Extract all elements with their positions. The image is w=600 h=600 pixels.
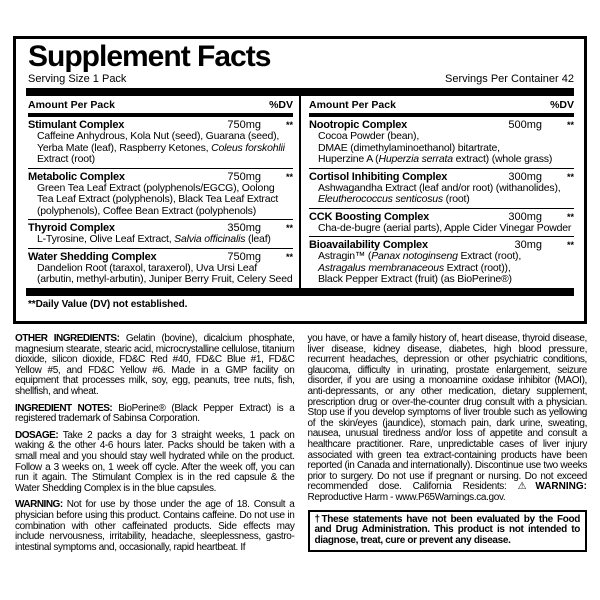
- complex-name: CCK Boosting Complex: [309, 210, 430, 223]
- ingredient-line: [28, 131, 293, 166]
- column-header: [28, 96, 293, 117]
- complex-dv-mark: **: [566, 211, 574, 222]
- serving-size: Serving Size 1 Pack: [28, 73, 127, 85]
- complex-dv-mark: **: [566, 120, 574, 130]
- servings-per-container: Servings Per Container 42: [444, 73, 574, 85]
- ingredient-text: Cha-de-bugre (aerial parts), Apple Cider Vinegar Powder: [318, 221, 572, 234]
- panel-title: Supplement Facts: [28, 40, 271, 73]
- complex-amount: 300mg: [508, 210, 542, 223]
- complex-amount: 500mg: [508, 119, 542, 131]
- warning-continuation-text: you have, or have a family history of, heart disease, thyroid disease, liver disease, kidney disease, diabetes, high blood pressure, recurrent headaches, depression or other psychiatric conditions, glaucoma, difficulty in urinating, prostate enlargement, seizure disorder, if you are using a monoamine oxidase inhibitor (MAOI), anti-depressants, or any other medication, dietary supplement, prescription drug or over-the-counter drug consult with a physician. Stop use if you develop symptoms of liver trouble such as yellowing of the skin/eyes (jaundice), stomach pain, dark urine, sweating, nausea, unusual tiredness and/or loss of appetite and consult a healthcare practitioner. Rare, unpredictable cases of liver injury associated with green tea extract-containing products have been reported (in Canada and internationally). Discontinue use two weeks prior to surgery. Do not use if pregnant or nursing. Do not exceed recommended dose. California Residents:: [307, 333, 587, 493]
- dv-header: %DV: [269, 99, 293, 111]
- complex-section: [309, 168, 574, 208]
- panel-columns: [16, 96, 584, 288]
- info-paragraph-text: BioPerine® (Black Pepper Extract) is a registered trademark of Sabinsa Corporation.: [15, 402, 295, 425]
- panel-column-right: [301, 96, 584, 288]
- ingredient-text: Extract (root)),: [443, 261, 511, 274]
- amount-per-pack-header: Amount Per Pack: [309, 99, 396, 111]
- ingredient-text: Cocoa Powder (bean),: [318, 130, 420, 142]
- complex-name: Bioavailability Complex: [309, 239, 428, 251]
- california-warning-label: WARNING:: [535, 481, 587, 493]
- fda-disclaimer-text: †These statements have not been evaluated by the Food and Drug Administration. This product is not intended to diagnose, treat, cure or prevent any disease.: [314, 513, 580, 547]
- info-column-right: [308, 334, 588, 559]
- ingredient-text: Dandelion Root (taraxol, taraxerol), Uva Ursi Leaf (arbutin, methyl-arbutin), Juniper Berry Fruit, Celery Seed: [37, 261, 293, 285]
- complex-dv-mark: **: [285, 171, 293, 182]
- complex-section: [28, 219, 293, 248]
- serving-row: [28, 72, 574, 86]
- complex-dv-mark: **: [285, 223, 293, 233]
- ingredient-text: (root): [442, 193, 470, 205]
- ingredient-line: [28, 183, 293, 218]
- complex-section: [309, 117, 574, 168]
- info-column-left: [15, 334, 295, 559]
- info-paragraph-label: INGREDIENT NOTES:: [15, 402, 113, 414]
- complex-name: Cortisol Inhibiting Complex: [309, 170, 448, 183]
- ingredient-line: [28, 263, 293, 286]
- ingredient-text: (leaf): [245, 233, 271, 245]
- ingredient-text: extract) (whole grass): [452, 153, 553, 165]
- ingredient-line: [28, 234, 293, 246]
- ingredient-line: [309, 194, 574, 206]
- dv-footnote: **Daily Value (DV) not established.: [28, 298, 188, 310]
- panel-column-left: [16, 96, 299, 288]
- ingredient-text: DMAE (dimethylaminoethanol) bitartrate,: [318, 141, 500, 154]
- botanical-name: Coleus forskohlii: [211, 141, 285, 154]
- ingredient-line: [309, 274, 574, 286]
- ingredient-line: [309, 223, 574, 235]
- info-paragraph-text: Take 2 packs a day for 3 straight weeks, 1 pack on waking & the other 4-6 hours later. Packs should be taken with a small meal and you should stay well hydrated while on the product. Follow a 3 weeks on, 1 week off cycle. After the week off, you can run it again. The Stimulant Complex is in the red capsule & the Water Shedding Complex is in the blue capsules.: [15, 429, 295, 494]
- complex-amount: 300mg: [508, 170, 542, 183]
- complex-section: [309, 208, 574, 237]
- complex-dv-mark: **: [566, 171, 574, 182]
- ingredient-text: Ashwagandha Extract (leaf and/or root) (withanolides),: [318, 181, 561, 194]
- ingredient-text: Extract (root),: [457, 250, 522, 262]
- ingredient-text: Extract (root): [37, 153, 95, 165]
- ingredient-line: [309, 154, 574, 166]
- complex-section: [28, 168, 293, 220]
- info-paragraph: [15, 431, 295, 495]
- ingredient-text: Caffeine Anhydrous, Kola Nut (seed), Guarana (seed), Yerba Mate (leaf), Raspberry Ketones,: [37, 130, 280, 154]
- botanical-name: Salvia officinalis: [174, 233, 246, 245]
- info-paragraph-text: Not for use by those under the age of 18. Consult a physician before using this product. Contains caffeine. Do not use in combination with other caffeinated products. Side effects may include nervousness, irritability, headache, sleeplessness, gastro-intestinal symptoms and, occasionally, rapid heartbeat. If: [15, 499, 295, 553]
- complex-amount: 750mg: [227, 119, 261, 131]
- info-text-area: [15, 334, 587, 559]
- complex-amount: 350mg: [227, 222, 261, 234]
- complex-name: Metabolic Complex: [28, 170, 125, 183]
- complex-amount: 750mg: [227, 250, 261, 263]
- complex-dv-mark: **: [285, 120, 293, 130]
- supplement-facts-panel: [13, 36, 587, 324]
- ingredient-text: Huperzine A (: [318, 153, 379, 165]
- complex-name: Water Shedding Complex: [28, 250, 157, 263]
- sections-right: [309, 117, 574, 288]
- ingredient-text: Black Pepper Extract (fruit) (as BioPerine®): [318, 273, 512, 285]
- complex-section: [28, 248, 293, 288]
- fda-disclaimer-box: [308, 510, 588, 552]
- info-paragraph-label: DOSAGE:: [15, 429, 59, 441]
- info-paragraph: [15, 334, 295, 398]
- complex-amount: 30mg: [514, 239, 542, 251]
- thick-rule-top: [26, 88, 574, 96]
- warning-continuation: [308, 334, 588, 504]
- complex-amount: 750mg: [227, 170, 261, 183]
- botanical-name: Panax notoginseng: [371, 250, 458, 262]
- complex-name: Nootropic Complex: [309, 119, 408, 131]
- complex-name: Thyroid Complex: [28, 222, 115, 234]
- amount-per-pack-header: Amount Per Pack: [28, 99, 115, 111]
- ingredient-text: Astragin™ (: [318, 250, 372, 262]
- info-paragraph-label: OTHER INGREDIENTS:: [15, 333, 120, 344]
- botanical-name: Eleutherococcus senticosus: [318, 193, 443, 205]
- warning-triangle-icon: ⚠: [517, 481, 536, 493]
- complex-dv-mark: **: [566, 240, 574, 250]
- p65-url-text: Reproductive Harm - www.P65Warnings.ca.gov.: [307, 491, 506, 503]
- sections-left: [28, 117, 293, 288]
- thick-rule-bottom: [26, 288, 574, 296]
- complex-dv-mark: **: [285, 251, 293, 262]
- botanical-name: Huperzia serrata: [378, 153, 453, 165]
- ingredient-text: Green Tea Leaf Extract (polyphenols/EGCG), Oolong Tea Leaf Extract (polyphenols), Black Tea Leaf Extract (polyphenols), Coffee Bean Extract (polyphenols): [37, 181, 279, 217]
- info-paragraph: [15, 500, 295, 553]
- column-header: [309, 96, 574, 117]
- info-paragraph-text: Gelatin (bovine), dicalcium phosphate, magnesium stearate, stearic acid, microcrystalline cellulose, titanium dioxide, silicon dioxide, FD&C Red #40, FD&C Blue #1, FD&C Yellow #5, and FD&C Yellow #6. Made in a GMP facility on equipment that processes milk, soy, egg, peanuts, tree nuts, fish, shellfish, and wheat.: [15, 333, 295, 397]
- info-paragraph-label: WARNING:: [15, 499, 63, 511]
- complex-name: Stimulant Complex: [28, 119, 125, 131]
- info-paragraph: [15, 404, 295, 425]
- complex-section: [28, 117, 293, 168]
- ingredient-text: L-Tyrosine, Olive Leaf Extract,: [37, 233, 175, 245]
- complex-section: [309, 236, 574, 288]
- botanical-name: Astragalus membranaceous: [318, 261, 444, 274]
- dv-header: %DV: [550, 99, 574, 111]
